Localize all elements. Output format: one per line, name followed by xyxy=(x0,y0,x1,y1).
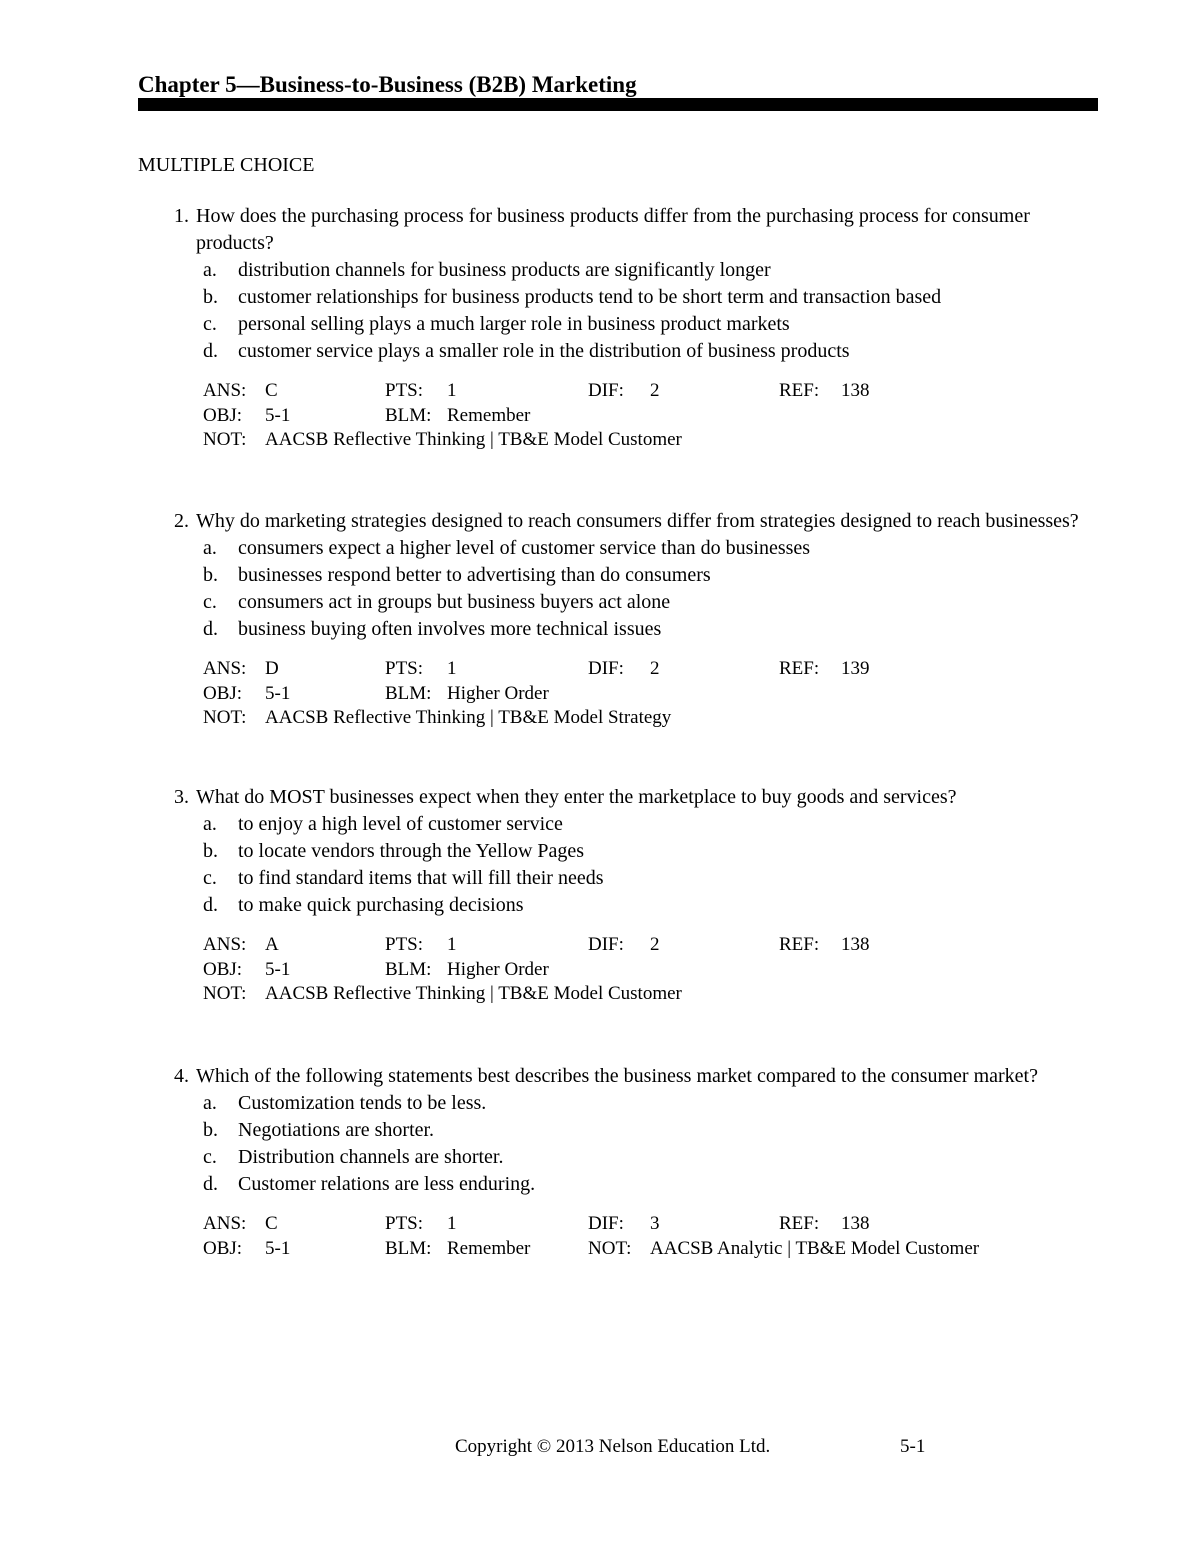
meta-label: OBJ: xyxy=(203,958,243,980)
meta-pts xyxy=(385,657,588,682)
meta-ans xyxy=(203,1212,385,1237)
meta-value: Remember xyxy=(447,1237,531,1259)
option-letter: b. xyxy=(203,840,218,862)
meta-value: AACSB Reflective Thinking | TB&E Model Customer xyxy=(265,983,682,1004)
option-letter: b. xyxy=(203,286,218,308)
meta-obj xyxy=(203,958,385,983)
option-letter: a. xyxy=(203,1092,217,1114)
meta-pts xyxy=(385,1212,588,1237)
meta-ref xyxy=(779,657,870,682)
answer-option xyxy=(203,535,1098,562)
meta-not xyxy=(203,706,671,731)
answer-option xyxy=(203,838,1098,865)
meta-label: ANS: xyxy=(203,658,247,679)
meta-blm xyxy=(385,682,588,707)
meta-label: NOT: xyxy=(203,429,247,450)
option-letter: b. xyxy=(203,564,218,586)
answer-option xyxy=(203,562,1098,589)
question-metadata xyxy=(203,1212,1098,1261)
meta-ref xyxy=(779,379,870,404)
meta-ans xyxy=(203,933,385,958)
meta-label: REF: xyxy=(779,380,820,401)
meta-value: C xyxy=(265,380,278,401)
meta-label: ANS: xyxy=(203,1213,247,1234)
meta-label: PTS: xyxy=(385,658,424,679)
answer-option xyxy=(203,1171,1098,1198)
option-text: to find standard items that will fill their needs xyxy=(238,867,604,889)
answer-option xyxy=(203,1090,1098,1117)
meta-pts xyxy=(385,933,588,958)
option-text: businesses respond better to advertising than do consumers xyxy=(238,564,711,586)
meta-label: DIF: xyxy=(588,1213,624,1234)
answer-option xyxy=(203,865,1098,892)
question-number: 2. xyxy=(174,510,189,532)
option-text: customer service plays a smaller role in the distribution of business products xyxy=(238,340,850,362)
question-number: 1. xyxy=(174,205,189,227)
meta-value: 1 xyxy=(447,380,457,401)
option-text: business buying often involves more technical issues xyxy=(238,618,662,640)
meta-value: 138 xyxy=(841,380,870,401)
question xyxy=(138,784,1098,1007)
meta-label: PTS: xyxy=(385,934,424,955)
meta-value: 1 xyxy=(447,1213,457,1234)
meta-value: Remember xyxy=(447,404,531,426)
question-metadata xyxy=(203,379,1098,453)
option-text: to enjoy a high level of customer service xyxy=(238,813,563,835)
option-letter: c. xyxy=(203,867,217,889)
meta-dif xyxy=(588,933,779,958)
option-text: distribution channels for business products are significantly longer xyxy=(238,259,771,281)
question xyxy=(138,203,1098,453)
meta-dif xyxy=(588,657,779,682)
answer-option xyxy=(203,311,1098,338)
meta-value: 3 xyxy=(650,1213,660,1234)
meta-value: Higher Order xyxy=(447,682,549,704)
answer-option xyxy=(203,1144,1098,1171)
meta-blm xyxy=(385,958,588,983)
option-letter: a. xyxy=(203,537,217,559)
option-text: to locate vendors through the Yellow Pages xyxy=(238,840,585,862)
meta-ref xyxy=(779,1212,870,1237)
meta-label: BLM: xyxy=(385,1237,432,1259)
meta-value: 2 xyxy=(650,934,660,955)
meta-label: NOT: xyxy=(588,1237,632,1259)
title-rule xyxy=(138,98,1098,111)
answer-option xyxy=(203,811,1098,838)
question-text: How does the purchasing process for business products differ from the purchasing process for consumer products? xyxy=(196,205,1030,254)
option-text: Distribution channels are shorter. xyxy=(238,1146,504,1168)
meta-value: 2 xyxy=(650,658,660,679)
meta-value: AACSB Reflective Thinking | TB&E Model Customer xyxy=(265,429,682,450)
meta-label: NOT: xyxy=(203,707,247,728)
option-letter: c. xyxy=(203,313,217,335)
meta-value: Higher Order xyxy=(447,958,549,980)
meta-label: PTS: xyxy=(385,1213,424,1234)
option-letter: c. xyxy=(203,591,217,613)
meta-label: REF: xyxy=(779,934,820,955)
answer-option xyxy=(203,257,1098,284)
meta-label: DIF: xyxy=(588,658,624,679)
page-number: 5-1 xyxy=(900,1436,926,1457)
meta-label: NOT: xyxy=(203,983,247,1004)
meta-value: C xyxy=(265,1213,278,1234)
meta-value: 139 xyxy=(841,658,870,679)
option-letter: a. xyxy=(203,813,217,835)
meta-ans xyxy=(203,657,385,682)
meta-label: ANS: xyxy=(203,380,247,401)
meta-value: AACSB Reflective Thinking | TB&E Model Strategy xyxy=(265,707,672,728)
meta-label: OBJ: xyxy=(203,682,243,704)
meta-obj xyxy=(203,1237,385,1262)
option-letter: c. xyxy=(203,1146,217,1168)
meta-ref xyxy=(779,933,870,958)
meta-blm xyxy=(385,1237,588,1262)
meta-value: 5-1 xyxy=(265,404,291,426)
chapter-title: Chapter 5—Business-to-Business (B2B) Marketing xyxy=(138,72,637,97)
meta-value: 2 xyxy=(650,380,660,401)
option-letter: d. xyxy=(203,340,218,362)
meta-obj xyxy=(203,404,385,429)
copyright: Copyright © 2013 Nelson Education Ltd. xyxy=(455,1436,771,1457)
question xyxy=(138,508,1098,731)
section-heading: MULTIPLE CHOICE xyxy=(138,154,315,176)
option-text: Customer relations are less enduring. xyxy=(238,1173,536,1195)
meta-value: AACSB Analytic | TB&E Model Customer xyxy=(650,1237,980,1259)
option-letter: b. xyxy=(203,1119,218,1141)
question-text: Why do marketing strategies designed to reach consumers differ from strategies designed to reach businesses? xyxy=(196,510,1079,532)
option-text: customer relationships for business products tend to be short term and transaction based xyxy=(238,286,942,308)
option-letter: d. xyxy=(203,894,218,916)
answer-option xyxy=(203,892,1098,919)
meta-ans xyxy=(203,379,385,404)
meta-obj xyxy=(203,682,385,707)
meta-label: OBJ: xyxy=(203,404,243,426)
answer-option xyxy=(203,338,1098,365)
answer-option xyxy=(203,616,1098,643)
meta-value: A xyxy=(265,934,279,955)
meta-label: BLM: xyxy=(385,958,432,980)
question-metadata xyxy=(203,657,1098,731)
meta-value: D xyxy=(265,658,279,679)
meta-label: PTS: xyxy=(385,380,424,401)
meta-value: 5-1 xyxy=(265,682,291,704)
meta-value: 5-1 xyxy=(265,1237,291,1259)
option-text: consumers expect a higher level of customer service than do businesses xyxy=(238,537,811,559)
meta-label: OBJ: xyxy=(203,1237,243,1259)
option-letter: d. xyxy=(203,618,218,640)
question-metadata xyxy=(203,933,1098,1007)
question-number: 3. xyxy=(174,786,189,808)
meta-not xyxy=(203,982,682,1007)
option-text: personal selling plays a much larger role in business product markets xyxy=(238,313,790,335)
meta-label: REF: xyxy=(779,1213,820,1234)
question xyxy=(138,1063,1098,1261)
meta-label: BLM: xyxy=(385,404,432,426)
option-text: to make quick purchasing decisions xyxy=(238,894,524,916)
meta-blm xyxy=(385,404,588,429)
meta-dif xyxy=(588,1212,779,1237)
meta-dif xyxy=(588,379,779,404)
answer-option xyxy=(203,589,1098,616)
meta-value: 138 xyxy=(841,934,870,955)
meta-value: 1 xyxy=(447,658,457,679)
option-text: consumers act in groups but business buyers act alone xyxy=(238,591,671,613)
meta-not xyxy=(588,1237,979,1262)
meta-value: 1 xyxy=(447,934,457,955)
question-number: 4. xyxy=(174,1065,189,1087)
meta-value: 5-1 xyxy=(265,958,291,980)
option-letter: d. xyxy=(203,1173,218,1195)
answer-option xyxy=(203,1117,1098,1144)
meta-label: BLM: xyxy=(385,682,432,704)
answer-option xyxy=(203,284,1098,311)
option-text: Customization tends to be less. xyxy=(238,1092,487,1114)
question-text: What do MOST businesses expect when they enter the marketplace to buy goods and services? xyxy=(196,786,957,808)
option-letter: a. xyxy=(203,259,217,281)
meta-not xyxy=(203,428,682,453)
meta-label: REF: xyxy=(779,658,820,679)
meta-label: ANS: xyxy=(203,934,247,955)
meta-label: DIF: xyxy=(588,380,624,401)
meta-value: 138 xyxy=(841,1213,870,1234)
option-text: Negotiations are shorter. xyxy=(238,1119,435,1141)
meta-pts xyxy=(385,379,588,404)
meta-label: DIF: xyxy=(588,934,624,955)
question-text: Which of the following statements best describes the business market compared to the consumer market? xyxy=(196,1065,1038,1087)
